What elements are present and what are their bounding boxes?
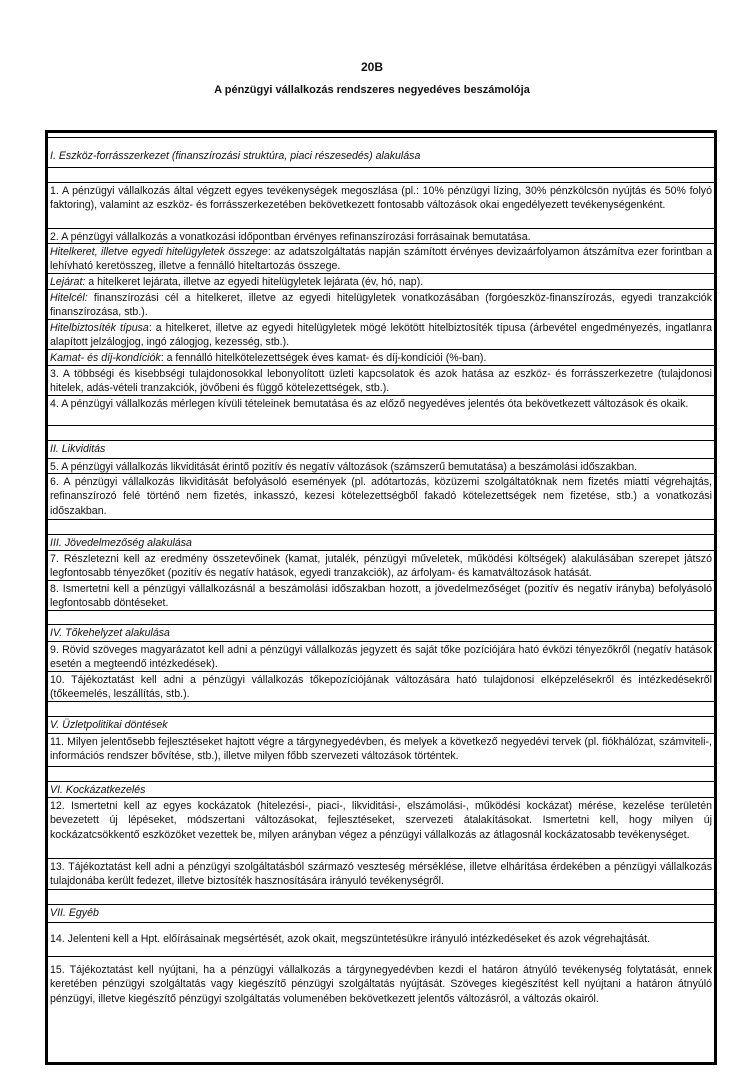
spacer-row bbox=[48, 168, 714, 183]
item-6: 6. A pénzügyi vállalkozás likviditását befolyásoló események (pl. adótartozás, közüzemi szolgáltatóknak nem fizetés miatti végrehajtás, refinanszírozó felé történő nem fizetés, inkasszó, kezesi kötelezettségből fakadó kötelezettségek nem fizetése, stb.) a vonatkozási időszakban. bbox=[48, 474, 714, 520]
spacer-row bbox=[48, 520, 714, 535]
item-2-credit-purpose-text: finanszírozási cél a hitelkeret, illetve az egyedi hitelügyletek vonatkozásában (forgóeszköz-finanszírozás, egyedi tranzakciók finanszírozása, stb.). bbox=[50, 292, 712, 319]
item-8: 8. Ismertetni kell a pénzügyi vállalkozásnál a beszámolási időszakban hozott, a jövedelmezőséget (pozitív és negatív irányba) befolyásoló legfontosabb döntéseket. bbox=[50, 583, 712, 610]
spacer-row bbox=[48, 611, 714, 625]
item-1: 1. A pénzügyi vállalkozás által végzett egyes tevékenységek megoszlása (pl.: 10% pénzügyi lízing, 30% pénzkölcsön nyújtás és 50% folyó faktoring), valamint az eszköz- és forrásszerkezetében bekövetkezett fontosabb változások okai engedélyezett tevékenységenként. bbox=[48, 183, 714, 229]
item-5: 5. A pénzügyi vállalkozás likviditását érintő pozitív és negatív változások (számszerű bemutatása) a beszámolási időszakban. bbox=[48, 459, 714, 474]
item-2-maturity-text: a hitelkeret lejárata, illetve az egyedi hitelügyletek lejárata (év, hó, nap). bbox=[85, 276, 424, 288]
item-7: 7. Részletezni kell az eredmény összetevőinek (kamat, jutalék, pénzügyi műveletek, működési költségek) alakulásában szerepet játszó legfontosabb tényezőket (pozitív és negatív hatások, egyedi tranzakciók), az árfolyam- és kamatváltozások hatását. bbox=[50, 553, 712, 580]
item-2-credit-line-text: : az adatszolgáltatás napján számított érvényes devizaárfolyamon átszámítva ezer forintban a lehívható keretösszeg, illetve a fennálló hiteltartozás összege. bbox=[50, 246, 712, 273]
item-2-interest-terms-term: Kamat- és díj-kondíciók bbox=[50, 352, 161, 364]
item-2-collateral-type-text: : a hitelkeret, illetve az egyedi hitelügyletek mögé lekötött hitelbiztosíték típusa (árbevétel engedményezés, ingatlanra alapított jelzálogjog, ingó zálogjog, kezesség, stb.). bbox=[50, 322, 712, 349]
section-4-heading: IV. Tőkehelyzet alakulása bbox=[48, 625, 714, 642]
section-3-heading: III. Jövedelmezőség alakulása bbox=[48, 535, 714, 551]
page-title: A pénzügyi vállalkozás rendszeres negyedéves beszámolója bbox=[214, 84, 530, 96]
section-5-heading: V. Üzletpolitikai döntések bbox=[48, 717, 714, 734]
item-2-interest-terms-text: : a fennálló hitelkötelezettségek éves kamat- és díj-kondíciói (%-ban). bbox=[160, 352, 487, 364]
section-6-heading: VI. Kockázatkezelés bbox=[48, 782, 714, 798]
spacer-row bbox=[48, 426, 714, 441]
item-2-collateral-type bbox=[48, 320, 714, 350]
item-2-collateral-type-term: Hitelbiztosíték típusa bbox=[50, 322, 149, 334]
item-14: 14. Jelenteni kell a Hpt. előírásainak megsértését, azok okait, megszüntetésükre irányuló intézkedéseket és azok végrehajtását. bbox=[48, 923, 714, 957]
spacer-row bbox=[48, 890, 714, 905]
item-12: 12. Ismertetni kell az egyes kockázatok (hitelezési-, piaci-, likviditási-, elszámolási-, működési kockázat) mérése, kezelése területén bevezetett új lépéseket, módszertani változásokat, fejlesztéseket, szervezeti átalakításokat. Ismertetni kell, hogy milyen új kockázatcsökkentő eszközöket vezettek be, milyen arányban végez a pénzügyi vállalkozás az átlagosnál kockázatosabb tevékenységet. bbox=[48, 798, 714, 859]
item-2-credit-line-term: Hitelkeret, illetve egyedi hitelügyletek összege bbox=[50, 246, 268, 258]
item-4: 4. A pénzügyi vállalkozás mérlegen kívüli tételeinek bemutatása és az előző negyedéves jelentés óta bekövetkezett változások és okaik. bbox=[48, 396, 714, 426]
report-table bbox=[48, 133, 714, 1029]
item-2-interest-terms bbox=[48, 350, 714, 366]
item-2-credit-purpose-term: Hitelcél: bbox=[50, 292, 88, 304]
item-15: 15. Tájékoztatást kell nyújtani, ha a pénzügyi vállalkozás a tárgynegyedévben kezdi el határon átnyúló tevékenység folytatását, ennek keretében pénzügyi szolgáltatás vagy kiegészítő pénzügyi szolgáltatás nyújtását. Szöveges kiegészítést kell nyújtani a határon átnyúló pénzügyi, illetve kiegészítő pénzügyi szolgáltatás volumenében bekövetkezett jelentős változásról, a változás okairól. bbox=[50, 964, 712, 1005]
item-13: 13. Tájékoztatást kell adni a pénzügyi szolgáltatásból származó veszteség mérséklése, illetve elhárítása érdekében a pénzügyi vállalkozás tulajdonába került fedezet, illetve biztosíték hasznosítására irányuló tevékenységről. bbox=[48, 859, 714, 890]
item-11: 11. Milyen jelentősebb fejlesztéseket hajtott végre a tárgynegyedévben, és melyek a következő negyedévi tervek (pl. fiókhálózat, számviteli-, információs rendszer bővítése, stb.), illetve milyen főbb szervezeti változások történtek. bbox=[48, 734, 714, 767]
form-code: 20B bbox=[360, 60, 383, 74]
item-2-credit-purpose bbox=[48, 290, 714, 320]
spacer-row bbox=[48, 767, 714, 782]
item-9: 9. Rövid szöveges magyarázatot kell adni a pénzügyi vállalkozás jegyzett és saját tőke pozíciójára ható évközi tényezőkről (negatív hatások esetén a megteendő intézkedések). bbox=[50, 644, 712, 671]
item-2: 2. A pénzügyi vállalkozás a vonatkozási időpontban érvényes refinanszírozási forrásainak bemutatása. bbox=[48, 229, 714, 244]
item-3: 3. A többségi és kisebbségi tulajdonosokkal lebonyolított üzleti kapcsolatok és azok hatása az eszköz- és forrásszerkezetre (tulajdonosi hitelek, adás-vételi tranzakciók, jövőbeni és függő kötelezettségek, stb.). bbox=[50, 368, 712, 395]
item-2-credit-line bbox=[48, 244, 714, 274]
item-2-maturity-term: Lejárat: bbox=[50, 276, 86, 288]
spacer-row bbox=[48, 702, 714, 717]
section-1-heading: I. Eszköz-forrásszerkezet (finanszírozási struktúra, piaci részesedés) alakulása bbox=[48, 138, 714, 168]
section-2-heading: II. Likviditás bbox=[48, 441, 714, 459]
item-2-maturity bbox=[48, 274, 714, 290]
item-10: 10. Tájékoztatást kell adni a pénzügyi vállalkozás tőkepozíciójának változására ható tulajdonosi elképzelésekről és intézkedésekről (tőkeemelés, leszállítás, stb.). bbox=[50, 674, 712, 701]
section-7-heading: VII. Egyéb bbox=[48, 905, 714, 923]
